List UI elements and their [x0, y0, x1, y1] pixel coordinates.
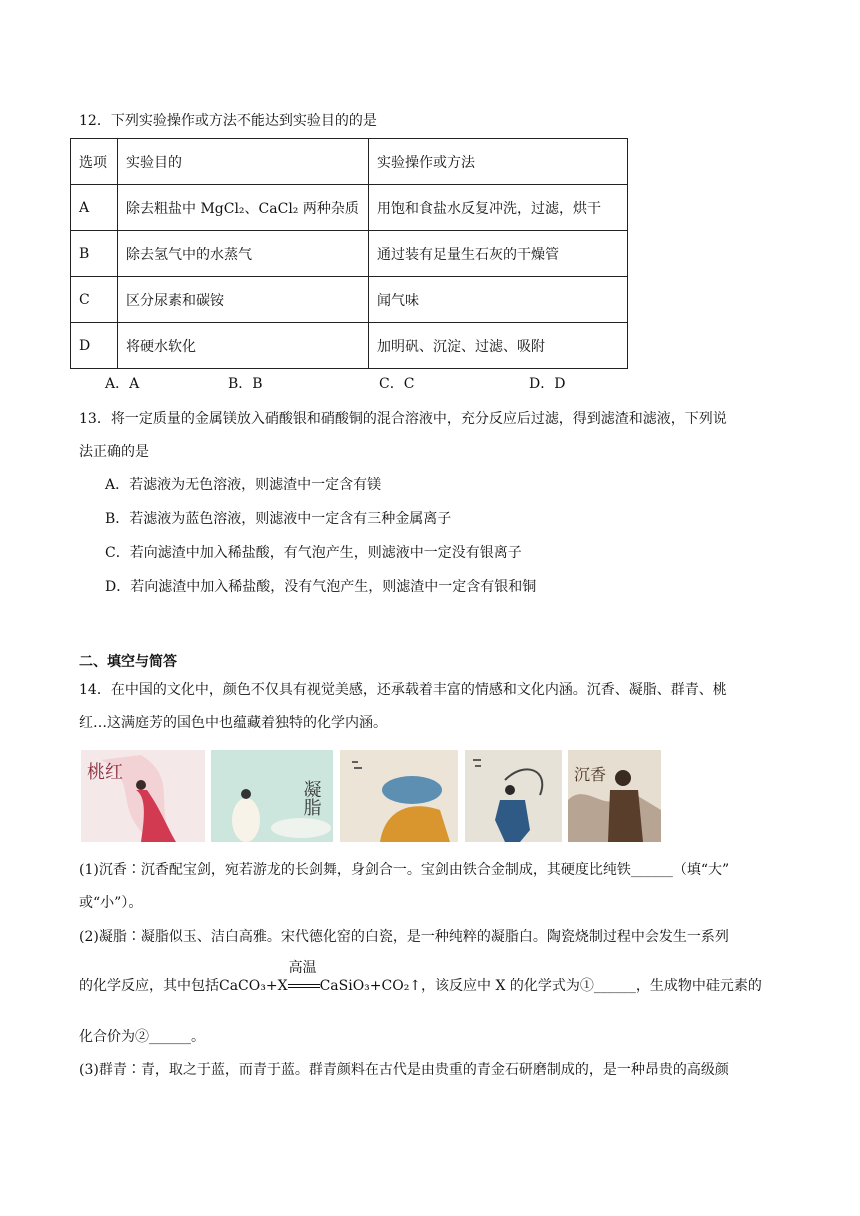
- image-taohong-art: [81, 750, 205, 842]
- image-taohong: [81, 750, 205, 842]
- image-jiangdou: [340, 750, 458, 842]
- image-chenxiang: [568, 750, 661, 842]
- q13-option-c[interactable]: C．若向滤渣中加入稀盐酸，有气泡产生，则滤液中一定没有银离子: [105, 545, 522, 561]
- table-cell: B: [71, 231, 118, 277]
- equation-left: CaCO₃+X: [219, 978, 288, 994]
- image-qunqing-art: [465, 750, 562, 842]
- q14-p2-line1: (2)凝脂∶凝脂似玉、洁白高雅。宋代德化窑的白瓷，是一种纯粹的凝脂白。陶瓷烧制过程中会发生一系列: [79, 929, 729, 945]
- table-row: [71, 231, 628, 277]
- table-row: [71, 323, 628, 369]
- table-cell: D: [71, 323, 118, 369]
- equation-right: CaSiO₃+CO₂↑: [319, 978, 422, 994]
- table-row: [71, 185, 628, 231]
- image-ningzhi-art: [211, 750, 333, 842]
- q14-p1-line2: 或“小”）。: [79, 895, 143, 911]
- reaction-arrow: [288, 960, 320, 993]
- q14-p1-line1: (1)沉香∶沉香配宝剑，宛若游龙的长剑舞，身剑合一。宝剑由铁合金制成，其硬度比纯铁______（填“大”: [79, 862, 730, 878]
- q12-option-a[interactable]: A．A: [105, 376, 140, 392]
- q12-table: [70, 138, 628, 369]
- table-cell: 通过装有足量生石灰的干燥管: [369, 231, 628, 277]
- q14-p2-pre: 的化学反应，其中包括: [79, 978, 219, 994]
- table-cell: C: [71, 277, 118, 323]
- section-title: 二、填空与简答: [79, 654, 177, 670]
- image-ningzhi-caption: 凝脂: [300, 780, 322, 816]
- table-cell: 加明矾、沉淀、过滤、吸附: [369, 323, 628, 369]
- q13-option-d[interactable]: D．若向滤渣中加入稀盐酸，没有气泡产生，则滤渣中一定含有银和铜: [105, 579, 537, 595]
- image-taohong-caption: 桃红: [87, 762, 123, 783]
- table-row: [71, 277, 628, 323]
- table-header-cell: 实验操作或方法: [369, 139, 628, 185]
- q12-option-d[interactable]: D．D: [529, 376, 566, 392]
- reaction-condition: 高温: [288, 960, 317, 976]
- table-cell: A: [71, 185, 118, 231]
- q13-option-b[interactable]: B．若滤液为蓝色溶液，则滤液中一定含有三种金属离子: [105, 511, 452, 527]
- table-header-row: [71, 139, 628, 185]
- image-jiangdou-art: [340, 750, 458, 842]
- image-qunqing: [465, 750, 562, 842]
- q14-stem-line1: 14．在中国的文化中，颜色不仅具有视觉美感，还承载着丰富的情感和文化内涵。沉香、凝脂、群青、桃: [79, 682, 727, 698]
- q12-option-c[interactable]: C．C: [379, 376, 415, 392]
- image-chenxiang-caption: 沉香: [574, 765, 607, 784]
- table-cell: 将硬水软化: [118, 323, 369, 369]
- q12-stem: 12．下列实验操作或方法不能达到实验目的的是: [79, 113, 377, 129]
- q14-p2-line3: 化合价为②______。: [79, 1029, 205, 1045]
- equals-bar: [288, 987, 320, 988]
- image-chenxiang-art: [568, 750, 661, 842]
- equals-bar: [288, 984, 320, 985]
- q14-p2-post: ，该反应中 X 的化学式为①______，生成物中硅元素的: [421, 978, 762, 994]
- table-cell: 用饱和食盐水反复冲洗，过滤，烘干: [369, 185, 628, 231]
- q12-option-b[interactable]: B．B: [228, 376, 263, 392]
- q13-option-a[interactable]: A．若滤液为无色溶液，则滤渣中一定含有镁: [105, 477, 382, 493]
- table-cell: 除去氢气中的水蒸气: [118, 231, 369, 277]
- table-cell: 区分尿素和碳铵: [118, 277, 369, 323]
- q14-stem-line2: 红…这满庭芳的国色中也蕴藏着独特的化学内涵。: [79, 715, 387, 731]
- table-header-cell: 实验目的: [118, 139, 369, 185]
- q14-p2-line2: [79, 960, 762, 994]
- table-header-cell: 选项: [71, 139, 118, 185]
- q13-stem-line1: 13．将一定质量的金属镁放入硝酸银和硝酸铜的混合溶液中，充分反应后过滤，得到滤渣和滤液，下列说: [79, 411, 727, 427]
- table-cell: 除去粗盐中 MgCl₂、CaCl₂ 两种杂质: [118, 185, 369, 231]
- table-cell: 闻气味: [369, 277, 628, 323]
- image-ningzhi: [211, 750, 333, 842]
- q13-stem-line2: 法正确的是: [79, 444, 149, 460]
- q14-p3-line1: (3)群青∶青，取之于蓝，而青于蓝。群青颜料在古代是由贵重的青金石研磨制成的，是一种昂贵的高级颜: [79, 1062, 729, 1078]
